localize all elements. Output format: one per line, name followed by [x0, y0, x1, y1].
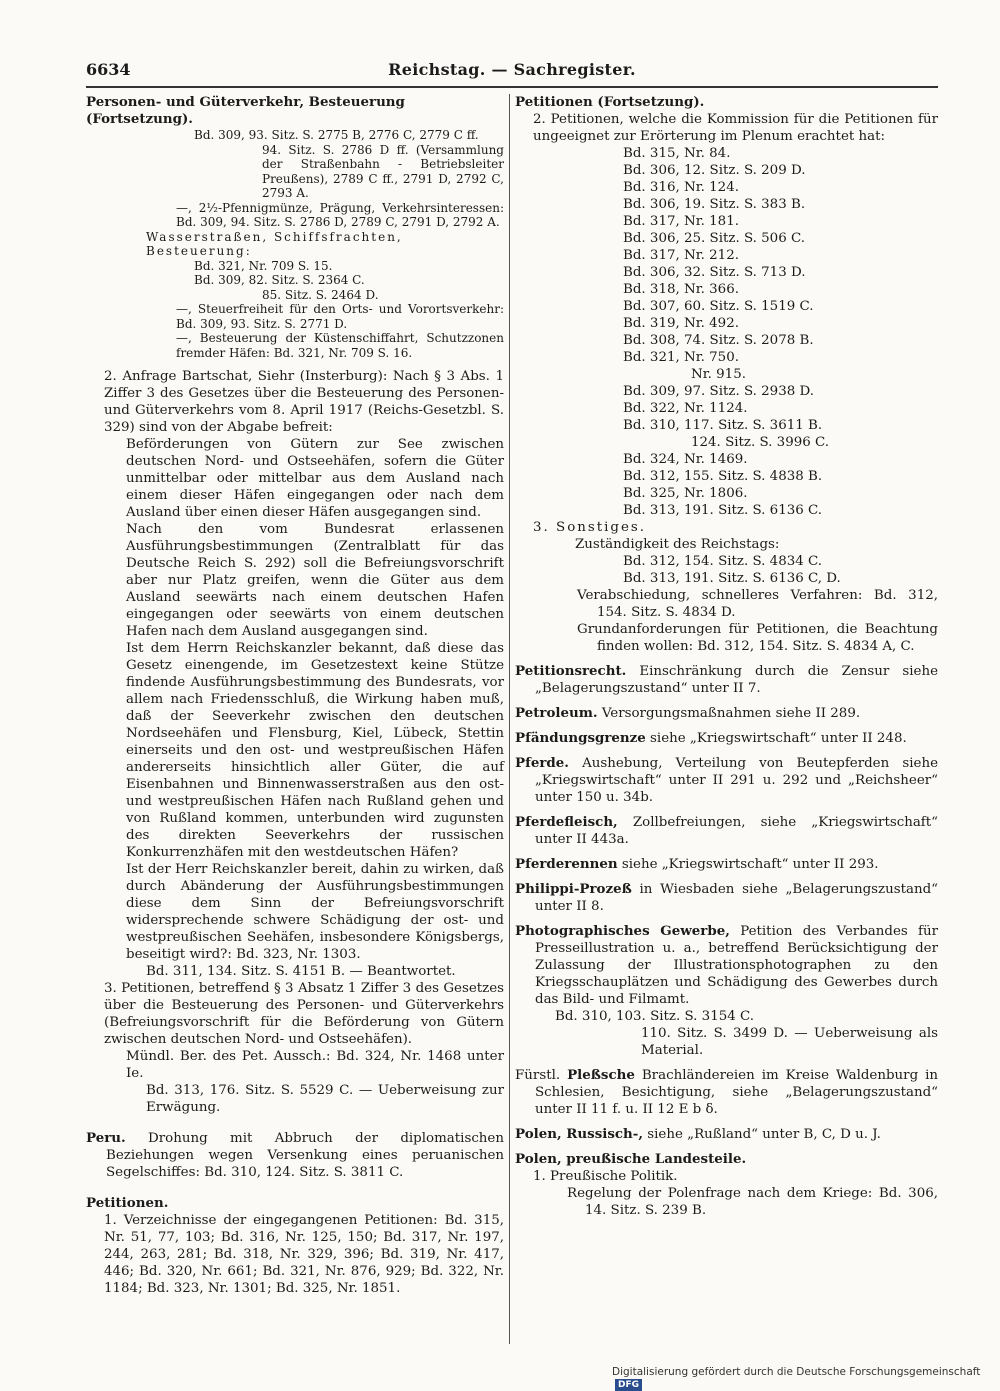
running-title: Reichstag. — Sachregister. [388, 60, 636, 79]
subentry: Verabschiedung, schnelleres Verfahren: Bd. 312, 154. Sitz. S. 4834 D. [577, 588, 938, 620]
reference-line: Bd. 318, Nr. 366. [623, 282, 739, 297]
reference-line: Nr. 915. [691, 367, 746, 382]
reference-line: Bd. 321, Nr. 750. [623, 350, 739, 365]
entry-text: in Wiesbaden siehe „Belagerungszustand“ unter II 8. [535, 882, 938, 914]
entry-heading: Personen- und Güterverkehr, Besteuerung (Fortsetzung). [86, 94, 405, 127]
entry-text: Versorgungsmaßnahmen siehe II 289. [601, 706, 861, 721]
subentry: —, Besteuerung der Küstenschiffahrt, Schutzzonen fremder Häfen: Bd. 321, Nr. 709 S. 16. [176, 331, 504, 360]
entry-heading: Pferdefleisch, [515, 814, 618, 830]
index-entry [515, 814, 938, 848]
entry-heading: Petitionen. [86, 1195, 169, 1211]
reference-line: Bd. 322, Nr. 1124. [623, 401, 748, 416]
header-rule [86, 86, 938, 88]
reference-line: 110. Sitz. S. 3499 D. — Ueberweisung als Material. [641, 1026, 938, 1058]
entry-heading: Polen, Russisch-, [515, 1126, 643, 1142]
paragraph: Ist dem Herrn Reichskanzler bekannt, daß diese das Gesetz einengende, im Gesetzestext keine Stütze findende Ausführungsbestimmung des Bundesrats, vor allem nach Friedensschluß, die Wirkung haben muß, daß der Seeverkehr zwischen den deutschen Nordseehäfen und Flensburg, Kiel, Lübeck, Stettin einerseits und den ost- und westpreußischen Häfen andererseits hinsichtlich aller Güter, die auf Eisenbahnen und Binnenwasserstraßen aus den ost- und westpreußischen Häfen nach Rußland gehen und von Rußland kommen, unterbunden wird zugunsten des direkten Seeverkehrs der russischen Konkurrenzhäfen mit den westdeutschen Häfen? [126, 641, 504, 860]
index-entry [515, 755, 938, 806]
subentry: Zuständigkeit des Reichstags: [575, 537, 780, 552]
paragraph: Nach den vom Bundesrat erlassenen Ausführungsbestimmungen (Zentralblatt für das Deutsche Reich S. 292) soll die Befreiungsvorschrift aber nur Platz greifen, wenn die Güter aus dem Ausland seewärts nach einem deutschen Hafen eingegangen oder seewärts von einem deutschen Hafen nach dem Ausland ausgegangen sind. [126, 522, 504, 639]
reference-line: Bd. 313, 176. Sitz. S. 5529 C. — Ueberweisung zur Erwägung. [146, 1083, 504, 1115]
entry-text: Zollbefreiungen, siehe „Kriegswirtschaft“ unter II 443a. [535, 815, 938, 847]
reference-line: Bd. 313, 191. Sitz. S. 6136 C. [623, 503, 823, 518]
reference-line: Bd. 306, 19. Sitz. S. 383 B. [623, 197, 806, 212]
index-entry [515, 923, 938, 1008]
reference-line: Bd. 310, 103. Sitz. S. 3154 C. [555, 1009, 755, 1024]
numbered-item: 1. Preußische Politik. [533, 1169, 678, 1184]
numbered-item: 2. Anfrage Bartschat, Siehr (Insterburg): Nach § 3 Abs. 1 Ziffer 3 des Gesetzes über die Besteuerung des Personen- und Güterverkehrs vom 8. April 1917 (Reichs-Gesetzbl. S. 329) sind von der Abgabe befreit: [104, 369, 504, 435]
entry-heading: Petroleum. [515, 705, 598, 721]
reference-line: Bd. 315, Nr. 84. [623, 146, 731, 161]
entry-heading: Photographisches Gewerbe, [515, 923, 730, 939]
numbered-item: 1. Verzeichnisse der eingegangenen Petitionen: Bd. 315, Nr. 51, 77, 103; Bd. 316, Nr. 125, 150; Bd. 317, Nr. 197, 244, 263, 281; Bd. 318, Nr. 329, 396; Bd. 319, Nr. 417, 446; Bd. 320, Nr. 661; Bd. 321, Nr. 876, 929; Bd. 322, Nr. 1184; Bd. 323, Nr. 1301; Bd. 325, Nr. 1851. [104, 1213, 504, 1296]
numbered-item: 2. Petitionen, welche die Kommission für die Petitionen für ungeeignet zur Erörterung im Plenum erachtet hat: [533, 112, 938, 144]
footer-text: Digitalisierung gefördert durch die Deutsche Forschungsgemeinschaft [612, 1366, 981, 1378]
reference-line: Bd. 309, 93. Sitz. S. 2775 B, 2776 C, 2779 C ff. [194, 128, 479, 142]
reference-line: Bd. 306, 32. Sitz. S. 713 D. [623, 265, 806, 280]
index-entry [515, 1067, 938, 1118]
entry-text: siehe „Kriegswirtschaft“ unter II 248. [650, 731, 907, 746]
entry-text: Einschränkung durch die Zensur siehe „Belagerungszustand“ unter II 7. [535, 664, 938, 696]
reference-line: Bd. 311, 134. Sitz. S. 4151 B. — Beantwortet. [146, 964, 456, 979]
reference-line: Bd. 313, 191. Sitz. S. 6136 C, D. [623, 571, 841, 586]
entry-heading: Petitionen (Fortsetzung). [515, 94, 705, 110]
page-header [86, 60, 938, 84]
entry-heading: Pferde. [515, 755, 569, 771]
reference-line: Bd. 306, 12. Sitz. S. 209 D. [623, 163, 806, 178]
reference-line: Bd. 308, 74. Sitz. S. 2078 B. [623, 333, 814, 348]
reference-line: Bd. 307, 60. Sitz. S. 1519 C. [623, 299, 814, 314]
entry-heading: Pferderennen [515, 856, 618, 872]
entry-text: Aushebung, Verteilung von Beutepferden siehe „Kriegswirtschaft“ unter II 291 u. 292 und „Reichsheer“ unter 150 u. 34b. [535, 756, 938, 805]
reference-line: Bd. 316, Nr. 124. [623, 180, 739, 195]
entry-text: Drohung mit Abbruch der diplomatischen Beziehungen wegen Versenkung eines peruanischen Segelschiffes: Bd. 310, 124. Sitz. S. 3811 C. [106, 1131, 504, 1180]
paragraph: Ist der Herr Reichskanzler bereit, dahin zu wirken, daß durch Abänderung der Ausführungsbestimmungen diese dem Sinn der Befreiungsvorschrift widersprechende schwere Schädigung der ost- und westpreußischen Seehäfen, insbesondere Königsbergs, beseitigt wird?: Bd. 323, Nr. 1303. [126, 862, 504, 962]
reference-line: Bd. 317, Nr. 181. [623, 214, 739, 229]
subentry: —, Steuerfreiheit für den Orts- und Vorortsverkehr: Bd. 309, 93. Sitz. S. 2771 D. [176, 302, 504, 331]
left-column [86, 94, 504, 1297]
numbered-item: 3. Sonstiges. [533, 520, 647, 535]
footer-credit [612, 1366, 1000, 1391]
entry-heading: Peru. [86, 1130, 126, 1146]
index-entry [515, 1126, 938, 1143]
reference-line: Bd. 325, Nr. 1806. [623, 486, 748, 501]
index-entry [515, 881, 938, 915]
column-divider [509, 94, 510, 1344]
subentry: Grundanforderungen für Petitionen, die Beachtung finden wollen: Bd. 312, 154. Sitz. S. 4834 A, C. [577, 622, 938, 654]
subentry: Regelung der Polenfrage nach dem Kriege: Bd. 306, 14. Sitz. S. 239 B. [567, 1186, 938, 1218]
entry-heading: Philippi-Prozeß [515, 881, 632, 897]
reference-line: Bd. 310, 117. Sitz. S. 3611 B. [623, 418, 823, 433]
reference-line: 85. Sitz. S. 2464 D. [262, 287, 379, 302]
reference-line: Mündl. Ber. des Pet. Aussch.: Bd. 324, Nr. 1468 unter Ie. [126, 1049, 504, 1081]
entry-heading: Polen, preußische Landesteile. [515, 1151, 747, 1167]
index-entry [515, 705, 938, 722]
entry-prefix: Fürstl. [515, 1068, 561, 1083]
entry-text: Petition des Verbandes für Presseillustration u. a., betreffend Berücksichtigung der Zulassung der Illustrationsphotographen zu den Kriegsschauplätzen und Schädigung des Gewerbes durch das Bild- und Filmamt. [535, 924, 939, 1007]
subentry: Wasserstraßen, Schiffsfrachten, Besteuerung: [146, 229, 403, 258]
entry-text: siehe „Rußland“ unter B, C, D u. J. [647, 1127, 881, 1142]
subentry: —, 2½-Pfennigmünze, Prägung, Verkehrsinteressen: Bd. 309, 94. Sitz. S. 2786 D, 2789 C, 2791 D, 2792 A. [176, 200, 504, 229]
paragraph: Beförderungen von Gütern zur See zwischen deutschen Nord- und Ostseehäfen, sofern die Güter unmittelbar oder mittelbar aus dem Ausland nach einem dieser Häfen eingegangen oder nach dem Ausland über einen dieser Häfen ausgegangen sind. [126, 437, 504, 520]
index-entry [86, 1130, 504, 1181]
reference-line: Bd. 319, Nr. 492. [623, 316, 739, 331]
index-entry [515, 856, 938, 873]
reference-line: Bd. 321, Nr. 709 S. 15. [194, 258, 333, 273]
reference-line: Bd. 306, 25. Sitz. S. 506 C. [623, 231, 806, 246]
reference-line: Bd. 309, 97. Sitz. S. 2938 D. [623, 384, 815, 399]
reference-line: Bd. 312, 154. Sitz. S. 4834 C. [623, 554, 823, 569]
reference-line: Bd. 324, Nr. 1469. [623, 452, 748, 467]
reference-line: Bd. 309, 82. Sitz. S. 2364 C. [194, 273, 365, 287]
entry-heading: Pfändungsgrenze [515, 730, 646, 746]
index-entry [515, 730, 938, 747]
entry-text: Brachländereien im Kreise Waldenburg in Schlesien, Besichtigung, siehe „Belagerungszustand“ unter II 11 f. u. II 12 E b δ. [535, 1068, 939, 1117]
entry-text: siehe „Kriegswirtschaft“ unter II 293. [621, 857, 879, 872]
reference-line: Bd. 312, 155. Sitz. S. 4838 B. [623, 469, 823, 484]
page-number: 6634 [86, 60, 131, 79]
entry-heading: Petitionsrecht. [515, 663, 627, 679]
reference-line: Bd. 317, Nr. 212. [623, 248, 739, 263]
reference-line: 94. Sitz. S. 2786 D ff. (Versammlung der Straßenbahn - Betriebsleiter Preußens), 2789 C ff., 2791 D, 2792 C, 2793 A. [262, 142, 504, 200]
numbered-item: 3. Petitionen, betreffend § 3 Absatz 1 Ziffer 3 des Gesetzes über die Besteuerung des Personen- und Güterverkehrs (Befreiungsvorschrift für die Beförderung von Gütern zwischen deutschen Nord- und Ostseehäfen). [104, 981, 504, 1047]
right-column [515, 94, 938, 1219]
reference-line: 124. Sitz. S. 3996 C. [691, 435, 830, 450]
dfg-logo-icon: DFG [615, 1379, 642, 1391]
index-entry [515, 663, 938, 697]
entry-heading: Pleßsche [567, 1067, 635, 1083]
